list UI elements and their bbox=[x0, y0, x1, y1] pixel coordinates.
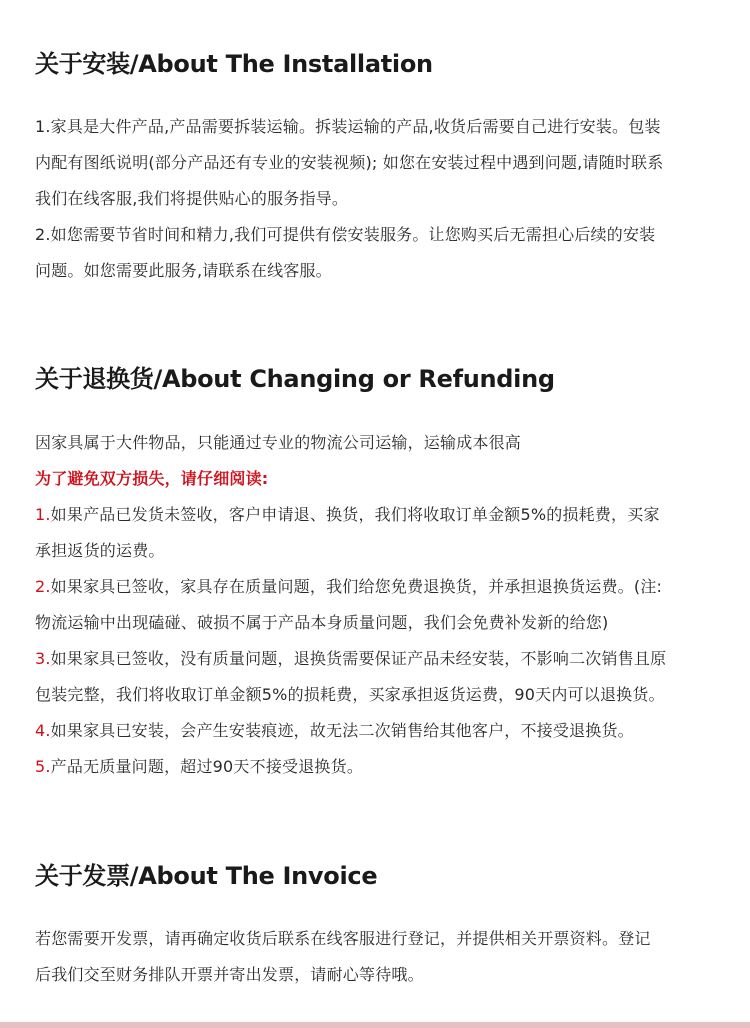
refund-item-number: 2. bbox=[35, 577, 51, 596]
refund-item-number: 4. bbox=[35, 721, 51, 740]
installation-line-5: 问题。如您需要此服务,请联系在线客服。 bbox=[35, 261, 332, 280]
installation-heading: 关于安装/About The Installation bbox=[35, 50, 433, 78]
refund-item-2-cont: 物流运输中出现磕碰、破损不属于产品本身质量问题，我们会免费补发新的给您) bbox=[35, 613, 609, 632]
refund-item-4 bbox=[35, 713, 725, 749]
refund-heading: 关于退换货/About Changing or Refunding bbox=[35, 365, 555, 393]
refund-item-number: 3. bbox=[35, 649, 51, 668]
refund-item-text: 如果家具已签收，没有质量问题，退换货需要保证产品未经安装，不影响二次销售且原 bbox=[50, 649, 667, 668]
invoice-line-1: 若您需要开发票，请再确定收货后联系在线客服进行登记，并提供相关开票资料。登记 bbox=[35, 929, 651, 948]
refund-item-text: 产品无质量问题，超过90天不接受退换货。 bbox=[50, 757, 364, 776]
refund-warning: 为了避免双方损失，请仔细阅读: bbox=[35, 469, 269, 488]
bottom-divider bbox=[0, 1022, 750, 1028]
invoice-line-2: 后我们交至财务排队开票并寄出发票，请耐心等待哦。 bbox=[35, 965, 424, 984]
installation-line-1: 1.家具是大件产品,产品需要拆装运输。拆装运输的产品,收货后需要自己进行安装。包装 bbox=[35, 117, 661, 136]
invoice-heading: 关于发票/About The Invoice bbox=[35, 862, 378, 890]
refund-intro: 因家具属于大件物品，只能通过专业的物流公司运输，运输成本很高 bbox=[35, 433, 522, 452]
refund-item-1-cont: 承担返货的运费。 bbox=[35, 541, 165, 560]
refund-item-3-cont: 包装完整，我们将收取订单金额5%的损耗费，买家承担返货运费，90天内可以退换货。 bbox=[35, 685, 665, 704]
refund-item-text: 如果家具已签收，家具存在质量问题，我们给您免费退换货，并承担退换货运费。(注: bbox=[50, 577, 663, 596]
refund-item-1 bbox=[35, 497, 725, 533]
refund-item-3 bbox=[35, 641, 725, 677]
refund-item-number: 1. bbox=[35, 505, 51, 524]
refund-item-text: 如果产品已发货未签收，客户申请退、换货，我们将收取订单金额5%的损耗费，买家 bbox=[50, 505, 660, 524]
refund-item-5 bbox=[35, 749, 725, 785]
refund-item-number: 5. bbox=[35, 757, 51, 776]
refund-item-text: 如果家具已安装，会产生安装痕迹，故无法二次销售给其他客户，不接受退换货。 bbox=[50, 721, 634, 740]
installation-line-4: 2.如您需要节省时间和精力,我们可提供有偿安装服务。让您购买后无需担心后续的安装 bbox=[35, 225, 656, 244]
refund-item-2 bbox=[35, 569, 725, 605]
installation-line-3: 我们在线客服,我们将提供贴心的服务指导。 bbox=[35, 189, 349, 208]
installation-line-2: 内配有图纸说明(部分产品还有专业的安装视频); 如您在安装过程中遇到问题,请随时联系 bbox=[35, 153, 664, 172]
